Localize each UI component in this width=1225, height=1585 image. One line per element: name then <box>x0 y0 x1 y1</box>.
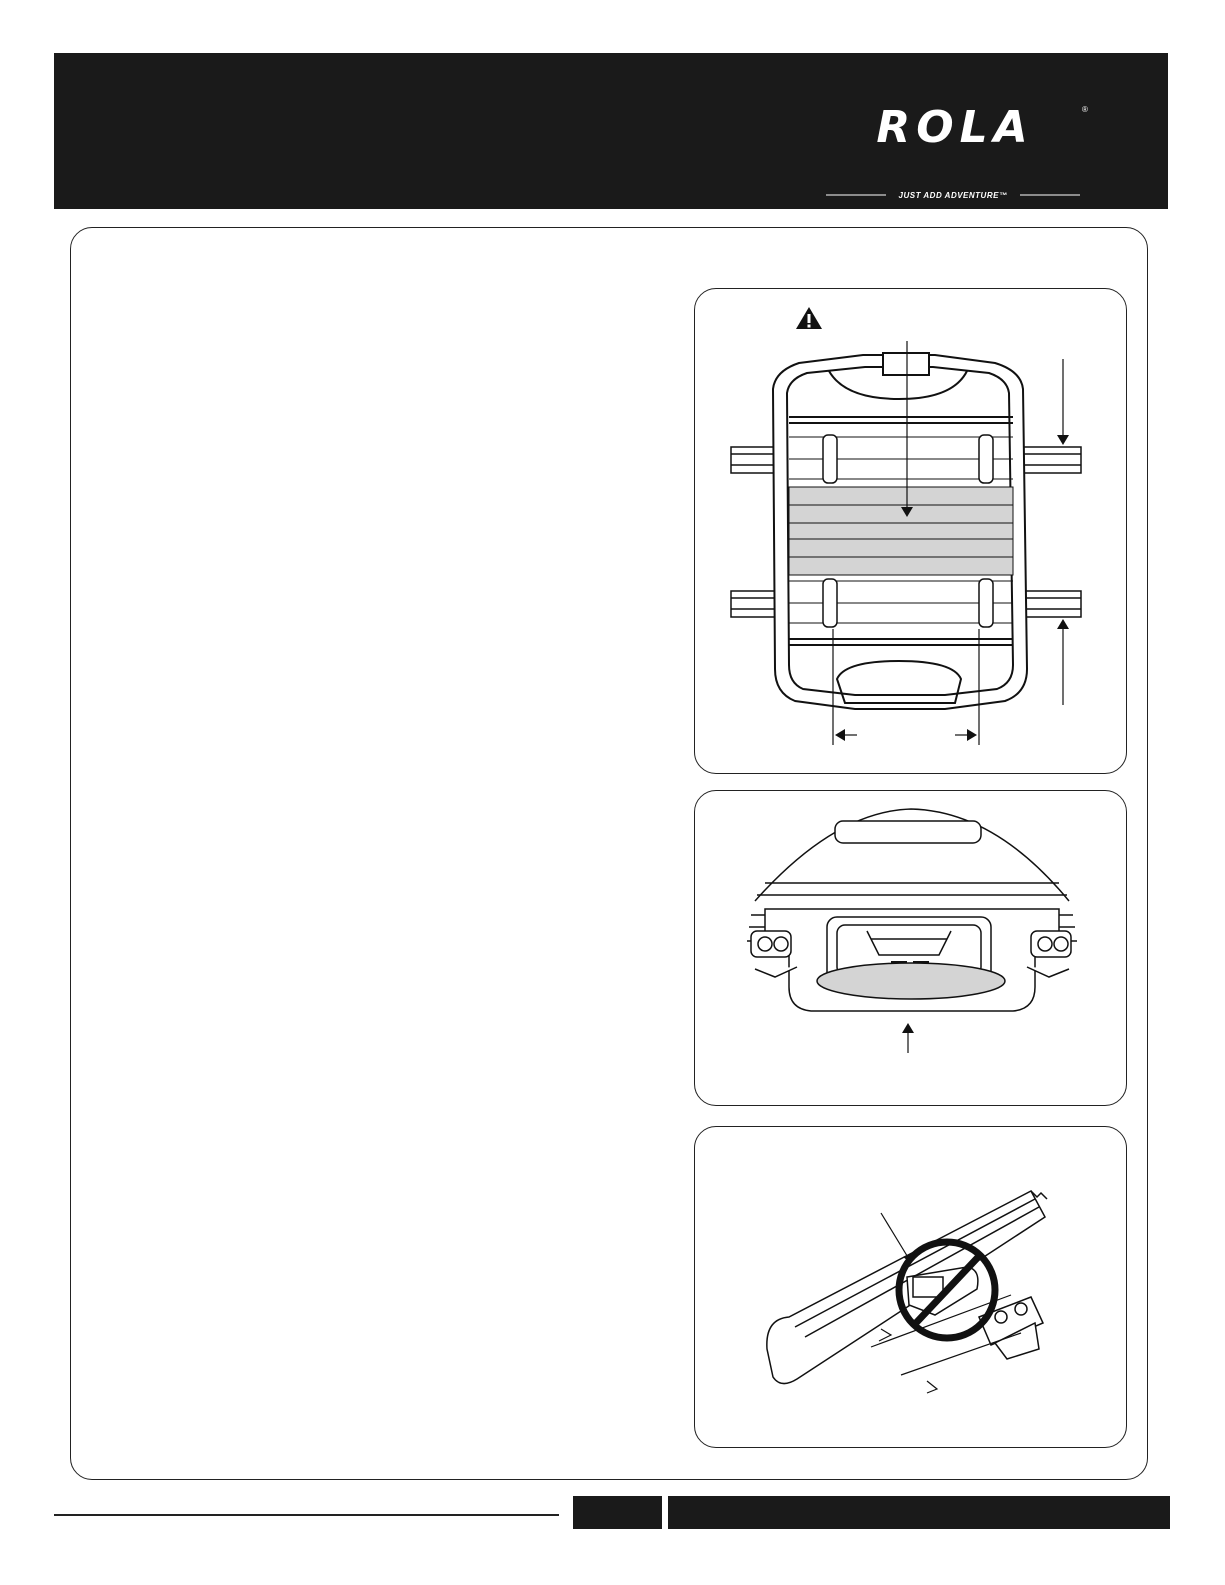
mount-closeup-illustration <box>695 791 1128 1107</box>
basket-top-view-illustration <box>695 289 1128 775</box>
header-divider <box>1168 53 1171 209</box>
footer-rule <box>54 1514 559 1516</box>
rola-logo <box>824 102 1094 200</box>
figure-panel-mount-closeup <box>694 790 1127 1106</box>
up-pointer-arrow <box>902 1023 914 1053</box>
header-bar <box>54 53 1170 209</box>
footer-title-bar <box>668 1496 1170 1529</box>
figure-panel-top-view <box>694 288 1127 774</box>
end-cap-pointer <box>881 1213 915 1263</box>
figure-panel-end-cap <box>694 1126 1127 1448</box>
warning-triangle-icon <box>796 307 822 329</box>
footer-page-block <box>573 1496 662 1529</box>
logo-registered-mark: ® <box>1082 105 1088 114</box>
load-zone-highlight <box>789 487 1013 575</box>
end-cap-illustration <box>695 1127 1128 1449</box>
spacing-arrows-vertical <box>1057 359 1069 705</box>
clamp-highlight-area <box>817 963 1005 999</box>
logo-tagline: JUST ADD ADVENTURE™ <box>898 191 1008 200</box>
logo-wordmark: ROLA <box>876 102 1034 153</box>
